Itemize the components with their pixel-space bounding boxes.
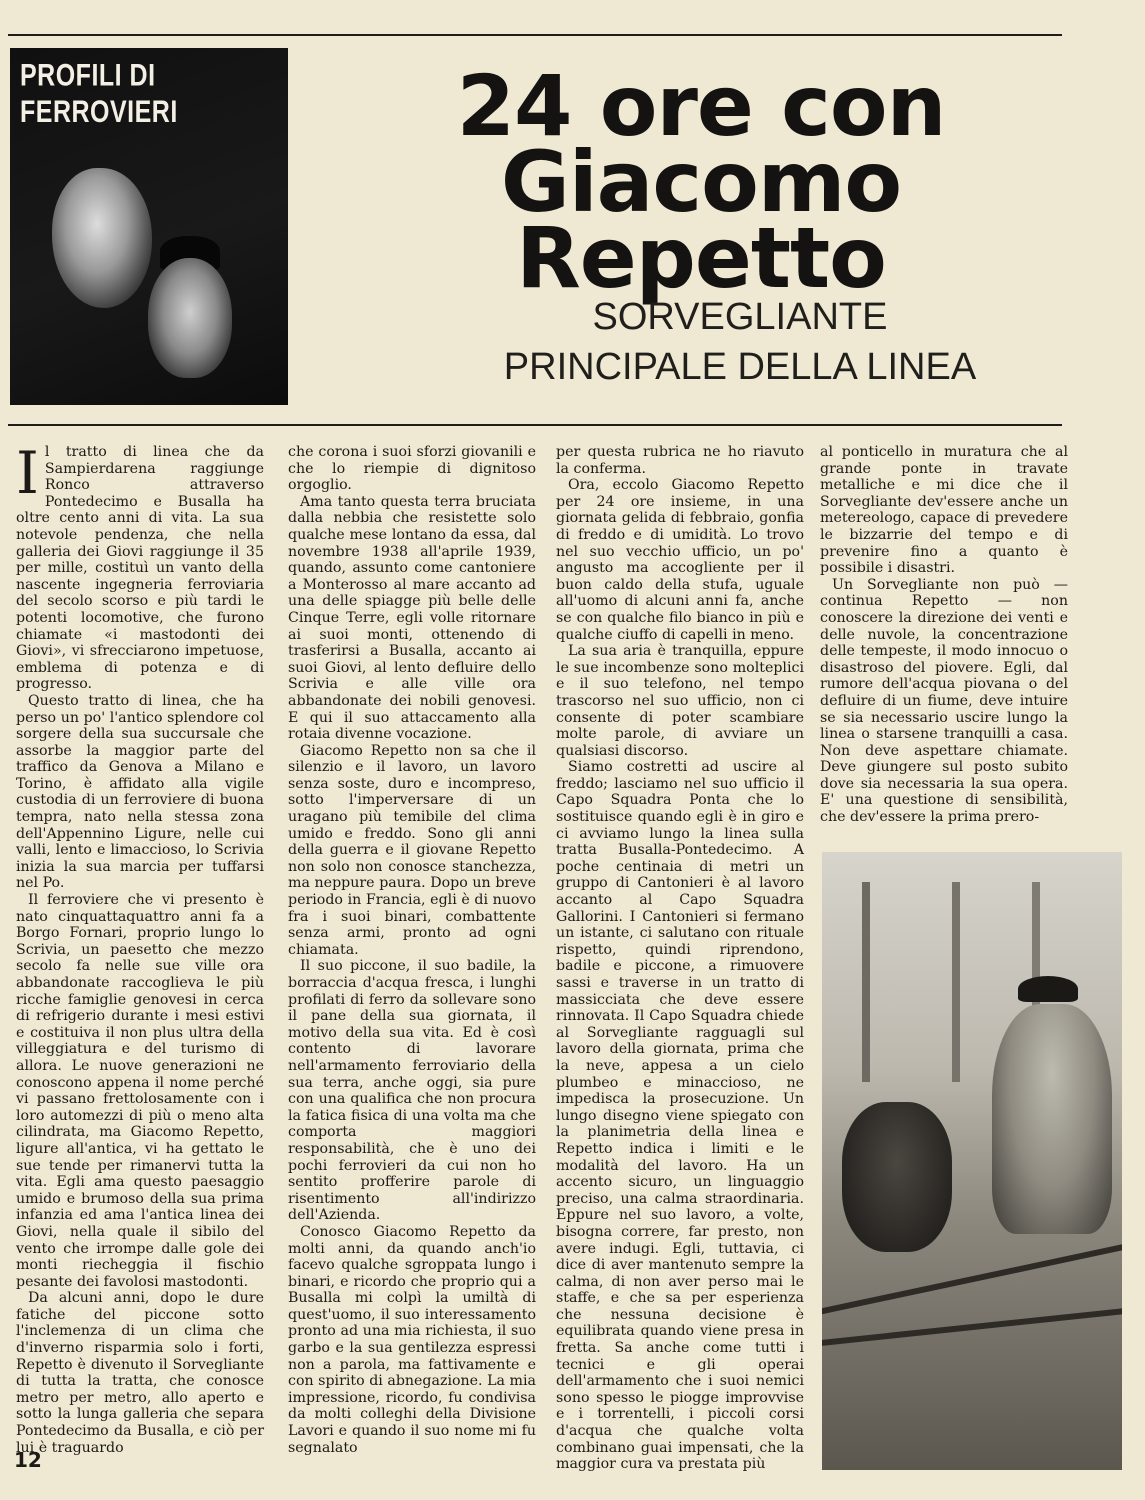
paragraph: Conosco Giacomo Repetto da molti anni, da quando anch'io facevo qualche sgroppata lungo i binari, e ricordo che proprio qui a Busalla mi colpì la umiltà di quest'uomo, il suo interessamento pronto ad una mia richiesta, il suo garbo e la sua gentilezza espressi non a parola, ma fattivamente e con spirito di abnegazione. La mia impressione, ricordo, fu condivisa da molti colleghi della Divisione Lavori e quando il suo nome mi fu segnalato: [288, 1223, 536, 1456]
title-line-2: Giacomo: [500, 133, 902, 231]
paragraph: La sua aria è tranquilla, eppure le sue incombenze sono molteplici e il suo telefono, nel tempo trascorso nel suo ufficio, non ci consente di poter scambiare molte parole, di avviare un qualsiasi discorso.: [556, 643, 804, 759]
header-divider: [8, 424, 1062, 426]
paragraph: che corona i suoi sforzi giovanili e che lo riempie di dignitoso orgoglio.: [288, 444, 536, 494]
paragraph: Il tratto di linea che da Sampierdarena raggiunge Ronco attraverso Pontedecimo e Busalla ha oltre cento anni di vita. La sua notevole pendenza, che nella galleria dei Giovi raggiunge il 35 per mille, costituì un vanto della nascente ingegneria ferroviaria del secolo scorso e più tardi le potenti locomotive, che furono chiamate «i mastodonti dei Giovi», vi sfrecciarono impetuose, emblema di potenza e di progresso.: [16, 439, 264, 693]
subtitle-line-2: PRINCIPALE DELLA LINEA: [503, 346, 977, 388]
paragraph: Da alcuni anni, dopo le dure fatiche del piccone sotto l'inclemenza di un clima che d'inverno risparmia solo i forti, Repetto è divenuto il Sorvegliante di tutta la tratta, che conosce metro per metro, allo aperto e sotto la lunga galleria che separa Pontedecimo da Busalla, e ciò per lui è traguardo: [16, 1290, 264, 1456]
paragraph: al ponticello in muratura che al grande ponte in travate metalliche e mi dice che il Sorvegliante dev'essere anche un metereologo, capace di prevedere le bizzarrie del tempo e di prevenire fino a quanto è possibile i disastri.: [820, 444, 1068, 577]
paragraph: Ama tanto questa terra bruciata dalla nebbia che resistette solo qualche mese lontano da essa, dal novembre 1938 all'aprile 1939, quando, assunto come cantoniere a Monterosso al mare accanto ad una delle spiagge più belle delle Cinque Terre, egli volle ritornare ai suoi monti, ottenendo di trasferirsi a Busalla, accanto ai suoi Giovi, al lento defluire dello Scrivia e alle ville ora abbandonate dei nobili genovesi. E qui il suo attaccamento alla rotaia divenne vocazione.: [288, 493, 536, 743]
article-subtitle: [380, 292, 1100, 392]
text-column-4: [820, 444, 1068, 826]
work-photo: [822, 852, 1122, 1470]
photo-background-structures: [862, 882, 870, 1082]
paragraph: Siamo costretti ad uscire al freddo; lasciamo nel suo ufficio il Capo Squadra Ponta che lo sostituisce quando egli è in giro e ci avviamo lungo la linea sulla tratta Busalla-Pontedecimo. A poche centinaia di metri un gruppo di Cantonieri è al lavoro accanto al Capo Squadra Gallorini. I Cantonieri si fermano un istante, ci salutano con rituale rispetto, quindi riprendono, badile e piccone, a rimuovere sassi e traverse in un tratto di massicciata che deve essere rinnovata. Il Capo Squadra chiede al Sorvegliante ragguagli sul lavoro della giornata, prima che la neve, appesa a un cielo plumbeo e minaccioso, ne impedisca la prosecuzione. Un lungo disegno viene spiegato con la planimetria della linea e Repetto indica i limiti e le modalità del lavoro. Ha un accento sicuro, un linguaggio preciso, una calma straordinaria. Eppure nel suo lavoro, a volte, bisogna correre, far presto, non avere indugi. Egli, tuttavia, ci dice di aver mantenuto sempre la calma, di non aver perso mai le staffe, e che sa per esperienza che nessuna decisione è equilibrata quando viene presa in fretta. Sa anche come tutti i tecnici e gli operai dell'armamento che i suoi nemici sono spesso le piogge improvvise e i torrentelli, i piccoli corsi d'acqua che qualche volta combinano guai impensati, che la maggior cura va prestata più: [556, 759, 804, 1473]
article-title: [336, 57, 1066, 307]
top-rule: [8, 34, 1062, 36]
photo-supervisor-cap: [1018, 976, 1078, 1002]
title-line-3: Repetto: [516, 209, 886, 307]
portrait-face-elder: [52, 168, 152, 308]
text-column-1: [16, 439, 264, 1456]
portrait-face-young: [148, 258, 232, 378]
photo-worker-figure: [842, 1102, 952, 1252]
photo-supervisor-figure: [992, 1004, 1112, 1234]
photo-rail: [822, 1302, 1122, 1348]
subtitle-line-1: SORVEGLIANTE: [592, 296, 888, 338]
paragraph: Un Sorvegliante non può — continua Repetto — non conoscere la direzione dei venti e delle nuvole, la concentrazione delle tempeste, il modo innocuo o disastroso del piovere. Egli, dal rumore dell'acqua piovana o del defluire di un fiume, deve intuire se sia necessario uscire lungo la linea o starsene tranquilli a casa. Non deve aspettare chiamate. Deve giungere sul posto subito dove sia necessaria la sua opera. E' una questione di sensibilità, che dev'essere la prima prero-: [820, 576, 1068, 826]
title-line-1: 24 ore con: [456, 57, 946, 155]
drop-cap: I: [16, 439, 39, 507]
section-kicker: PROFILI DI FERROVIERI: [20, 58, 178, 130]
paragraph: Questo tratto di linea, che ha perso un po' l'antico splendore col sorgere della sua succursale che assorbe la maggior parte del traffico da Genova a Milano e Torino, è affidato alla vigile custodia di un ferroviere di buona tempra, nato nella stessa zona dell'Appennino Ligure, nelle cui valli, lento e limaccioso, lo Scrivia inizia la sua marcia per tuffarsi nel Po.: [16, 692, 264, 892]
paragraph: Giacomo Repetto non sa che il silenzio e il lavoro, un lavoro senza soste, duro e incompreso, sotto l'imperversare di un uragano più temibile del clima umido e freddo. Sono gli anni della guerra e il giovane Repetto non solo non conosce stanchezza, ma neppure paura. Dopo un breve periodo in Francia, egli è di nuovo fra i suoi binari, combattente senza armi, pronto ad ogni chiamata.: [288, 742, 536, 958]
text-column-2: [288, 444, 536, 1456]
paragraph: Ora, eccolo Giacomo Repetto per 24 ore insieme, in una giornata gelida di febbraio, gonfia di freddo e di umidità. Lo trovo nel suo vecchio ufficio, un po' angusto ma accogliente per il buon caldo della stufa, uguale all'uomo di alcuni anni fa, anche se con qualche filo bianco in più e qualche ciuffo di capelli in meno.: [556, 477, 804, 643]
paragraph: Il ferroviere che vi presento è nato cinquattaquattro anni fa a Borgo Fornari, proprio lungo lo Scrivia, un paesetto che mezzo secolo fa nelle sue ville ora abbandonate raccoglieva le più ricche famiglie genovesi in cerca di refrigerio durante i mesi estivi e costituiva il non plus ultra della villeggiatura e del turismo di allora. Le nuove generazioni ne conoscono appena il nome perché vi passano frettolosamente con i loro automezzi di più o meno alta cilindrata, ma Giacomo Repetto, ligure all'antica, vi ha gettato le sue tende per rimanervi tutta la vita. Egli ama questo paesaggio umido e brumoso della sua prima infanzia ed ama l'antica linea dei Giovi, nella quale il sibilo del vento che irrompe dalle gole dei monti riecheggia il fischio pesante dei favolosi mastodonti.: [16, 892, 264, 1290]
paragraph: Il suo piccone, il suo badile, la borraccia d'acqua fresca, i lunghi profilati di ferro da sollevare sono il pane della sua giornata, il motivo della sua vita. Ed è così contento di lavorare nell'armamento ferroviario della sua terra, anche oggi, sia pure con una qualifica che non procura la fatica fisica di una volta ma che comporta maggiori responsabilità, che è uno dei pochi ferrovieri da cui non ho sentito profferire parole di risentimento all'indirizzo dell'Azienda.: [288, 958, 536, 1224]
page-number: 12: [14, 1448, 42, 1472]
paragraph: per questa rubrica ne ho riavuto la conferma.: [556, 444, 804, 477]
text-column-3: [556, 444, 804, 1473]
